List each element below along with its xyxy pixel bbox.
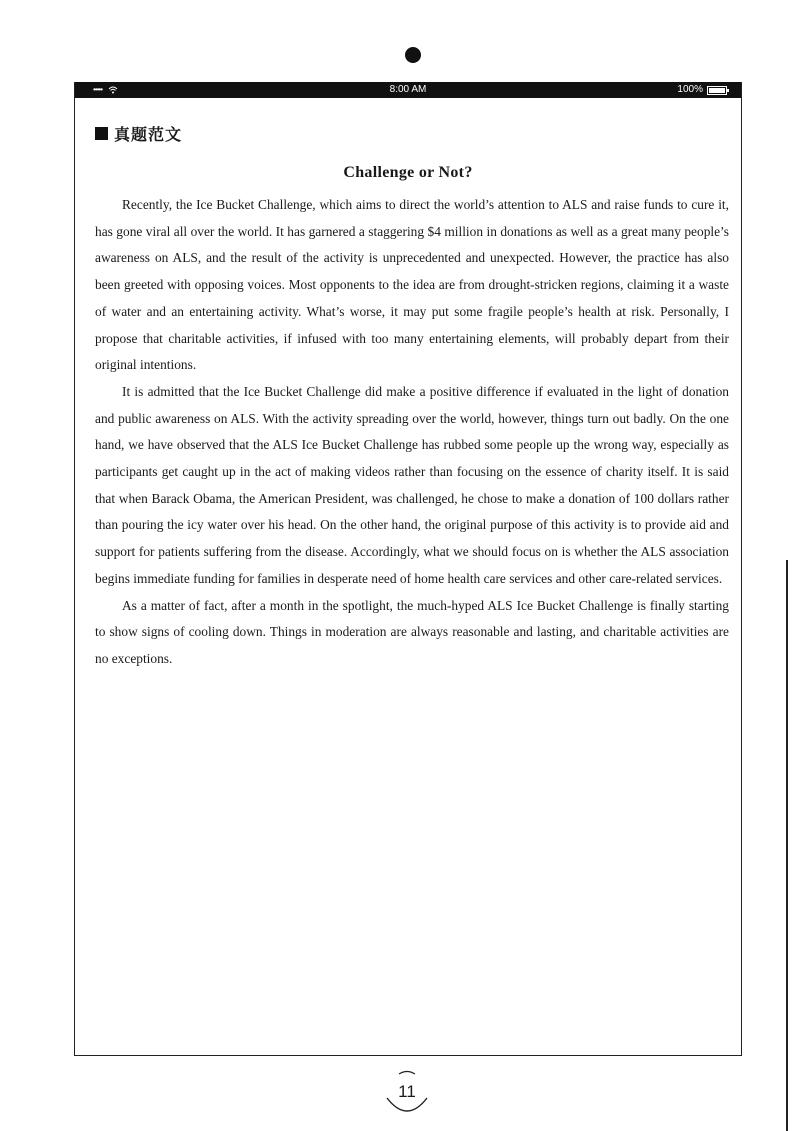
square-bullet-icon [95, 127, 108, 140]
device-frame [74, 82, 742, 1056]
essay-title: Challenge or Not? [343, 164, 473, 181]
margin-line [786, 560, 788, 1131]
battery-icon [707, 86, 727, 95]
essay-body [95, 192, 729, 673]
page-number-badge [381, 1066, 433, 1118]
status-right [677, 82, 727, 98]
section-heading [95, 122, 182, 145]
battery-percent: 100% [677, 84, 703, 95]
status-time: 8:00 AM [389, 84, 427, 95]
essay-paragraph: As a matter of fact, after a month in the spotlight, the much-hyped ALS Ice Bucket Challenge is finally starting to show signs of cooling down. Things in moderation are always reasonable and lasting, and charitable activities are no exceptions. [95, 597, 729, 666]
signal-strength-icon: ••••• [93, 85, 103, 94]
essay-paragraph: It is admitted that the Ice Bucket Challenge did make a positive difference if evaluated in the light of donation and public awareness on ALS. With the activity spreading over the world, however, things turn out badly. On the one hand, we have observed that the ALS Ice Bucket Challenge has rubbed some people up the wrong way, especially as participants get caught up in the act of making videos rather than focusing on the essence of charity itself. It is said that when Barack Obama, the American President, was challenged, he chose to make a donation of 100 dollars rather than pouring the icy water over his head. On the other hand, the original purpose of this activity is to provide aid and support for patients suffering from the disease. Accordingly, what we should focus on is whether the ALS association begins immediate funding for families in desperate need of home health care services and other care-related services. [95, 383, 729, 586]
page-top-dot [405, 47, 421, 63]
status-bar [75, 82, 741, 98]
section-title: 真题范文 [114, 125, 183, 144]
page-number: 11 [398, 1082, 416, 1101]
essay-paragraph: Recently, the Ice Bucket Challenge, which aims to direct the world’s attention to ALS and raise funds to cure it, has gone viral all over the world. It has garnered a staggering $4 million in donations as well as a great many people’s awareness on ALS, and the result of the activity is unprecedented and unexpected. However, the practice has also been greeted with opposing voices. Most opponents to the idea are from drought-stricken regions, claiming it a waste of water and an entertaining activity. What’s worse, it may put some fragile people’s health at risk. Personally, I propose that charitable activities, if infused with too many entertaining elements, will probably depart from their original intentions. [95, 197, 729, 373]
